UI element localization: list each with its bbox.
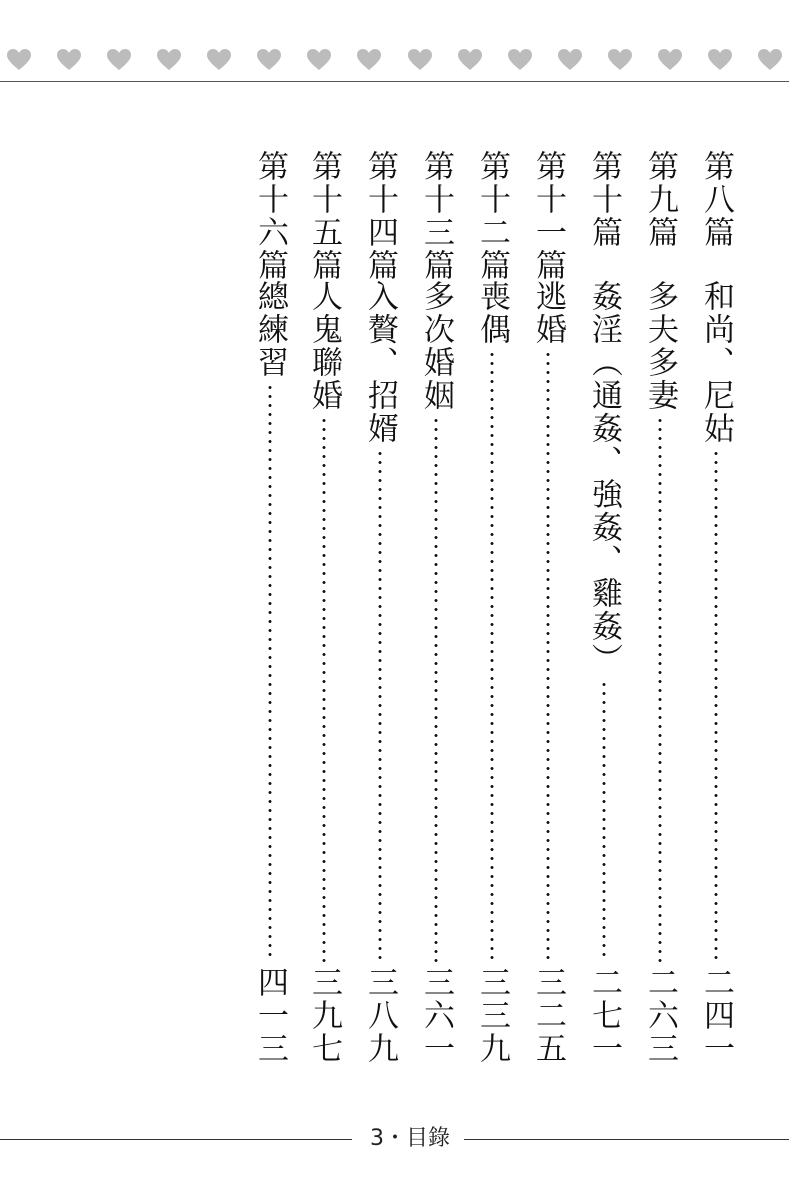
heart-icon (356, 48, 382, 72)
toc-leader-dots (714, 449, 718, 962)
toc-page-number: 三二五 (530, 966, 566, 1065)
footer-rule (0, 1139, 352, 1140)
heart-icon (106, 48, 132, 72)
toc-title: 總練習 (252, 280, 288, 379)
toc-chapter: 第八篇 (698, 150, 734, 249)
heart-icon (657, 48, 683, 72)
heart-icon (206, 48, 232, 72)
toc-chapter: 第九篇 (642, 150, 678, 249)
heart-icon (507, 48, 533, 72)
toc-chapter: 第十四篇 (362, 150, 398, 282)
header-rule (0, 81, 789, 82)
toc-entry[interactable] (694, 150, 738, 1065)
heart-icon (156, 48, 182, 72)
toc-page-number: 三三九 (474, 966, 510, 1065)
heart-icon (707, 48, 733, 72)
footer-page-label: 3・目錄 (370, 1126, 450, 1151)
toc-page-number: 三六一 (418, 966, 454, 1065)
toc-entry[interactable] (582, 150, 626, 1065)
page-footer (0, 1124, 789, 1154)
toc-leader-dots (434, 416, 438, 962)
heart-icon (6, 48, 32, 72)
heart-icon (407, 48, 433, 72)
toc-page-number: 二四一 (698, 966, 734, 1065)
toc-title: 和尚、尼姑 (698, 280, 734, 445)
toc-leader-dots (490, 350, 494, 962)
toc-entry[interactable] (638, 150, 682, 1065)
toc-leader-dots (546, 350, 550, 962)
toc-entry[interactable] (526, 150, 570, 1065)
toc-page-number: 三九七 (306, 966, 342, 1065)
toc-title: 人鬼聯婚 (306, 280, 342, 412)
toc-entry[interactable] (470, 150, 514, 1065)
toc-title: 入贅、招婿 (362, 280, 398, 445)
toc-leader-dots (602, 680, 606, 962)
heart-icon (457, 48, 483, 72)
heart-icon (256, 48, 282, 72)
heart-border (0, 48, 789, 80)
toc-chapter: 第十三篇 (418, 150, 454, 282)
toc-leader-dots (268, 383, 272, 962)
heart-icon (557, 48, 583, 72)
toc-leader-dots (658, 416, 662, 962)
heart-icon (56, 48, 82, 72)
heart-icon (607, 48, 633, 72)
table-of-contents (248, 150, 734, 1070)
toc-chapter: 第十五篇 (306, 150, 342, 282)
toc-entry[interactable] (302, 150, 346, 1065)
toc-chapter: 第十一篇 (530, 150, 566, 282)
toc-page-number: 三八九 (362, 966, 398, 1065)
toc-title: 喪偶 (474, 280, 510, 346)
toc-page-number: 二六三 (642, 966, 678, 1065)
toc-title: 多次婚姻 (418, 280, 454, 412)
heart-icon (306, 48, 332, 72)
toc-leader-dots (378, 449, 382, 962)
toc-entry[interactable] (358, 150, 402, 1065)
toc-page-number: 二七一 (586, 966, 622, 1065)
toc-title: 逃婚 (530, 280, 566, 346)
toc-chapter: 第十二篇 (474, 150, 510, 282)
toc-page-number: 四一三 (252, 966, 288, 1065)
toc-title: 姦淫（通姦、強姦、雞姦） (586, 280, 622, 676)
toc-entry[interactable] (414, 150, 458, 1065)
toc-title: 多夫多妻 (642, 280, 678, 412)
heart-icon (757, 48, 783, 72)
toc-chapter: 第十六篇 (252, 150, 288, 282)
toc-leader-dots (322, 416, 326, 962)
footer-rule (464, 1139, 789, 1140)
toc-entry[interactable] (248, 150, 292, 1065)
toc-chapter: 第十篇 (586, 150, 622, 249)
